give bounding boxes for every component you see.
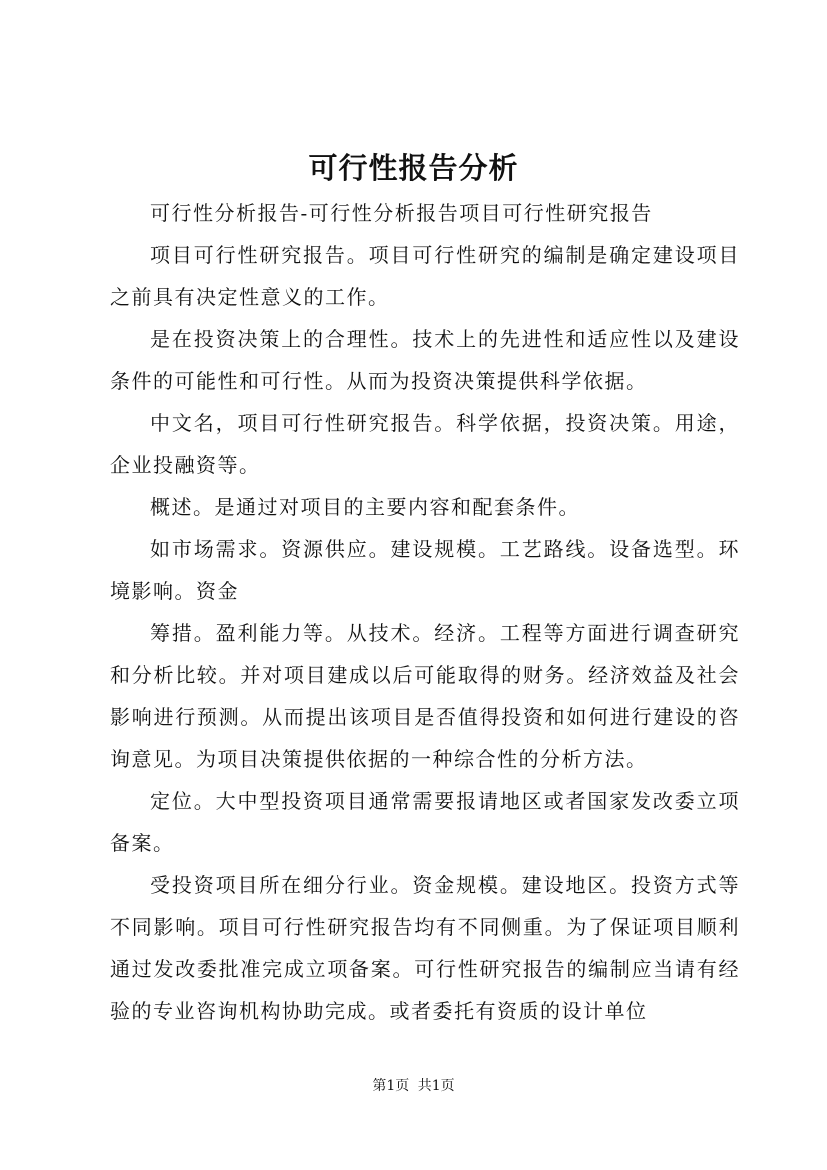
document-body <box>110 192 740 1032</box>
paragraph: 可行性分析报告-可行性分析报告项目可行性研究报告 <box>150 201 653 225</box>
paragraph: 定位。大中型投资项目通常需要报请地区或者国家发改委立项备案。 <box>110 789 740 855</box>
page-total: 共1页 <box>417 1078 455 1094</box>
page-number: 第1页 <box>372 1078 410 1094</box>
paragraph: 受投资项目所在细分行业。资金规模。建设地区。投资方式等不同影响。项目可行性研究报告均有不同侧重。为了保证项目顺利通过发改委批准完成立项备案。可行性研究报告的编制应当请有经验的专业咨询机构协助完成。或者委托有资质的设计单位 <box>110 873 740 1023</box>
paragraph: 如市场需求。资源供应。建设规模。工艺路线。设备选型。环境影响。资金 <box>110 537 740 603</box>
paragraph: 筹措。盈利能力等。从技术。经济。工程等方面进行调查研究和分析比较。并对项目建成以后可能取得的财务。经济效益及社会影响进行预测。从而提出该项目是否值得投资和如何进行建设的咨询意见。为项目决策提供依据的一种综合性的分析方法。 <box>110 621 740 771</box>
paragraph: 项目可行性研究报告。项目可行性研究的编制是确定建设项目之前具有决定性意义的工作。 <box>110 243 740 309</box>
document-title: 可行性报告分析 <box>308 151 519 185</box>
paragraph: 概述。是通过对项目的主要内容和配套条件。 <box>150 495 580 519</box>
paragraph: 中文名，项目可行性研究报告。科学依据，投资决策。用途，企业投融资等。 <box>110 411 740 477</box>
page-footer <box>0 1076 827 1096</box>
paragraph: 是在投资决策上的合理性。技术上的先进性和适应性以及建设条件的可能性和可行性。从而为投资决策提供科学依据。 <box>110 327 740 393</box>
